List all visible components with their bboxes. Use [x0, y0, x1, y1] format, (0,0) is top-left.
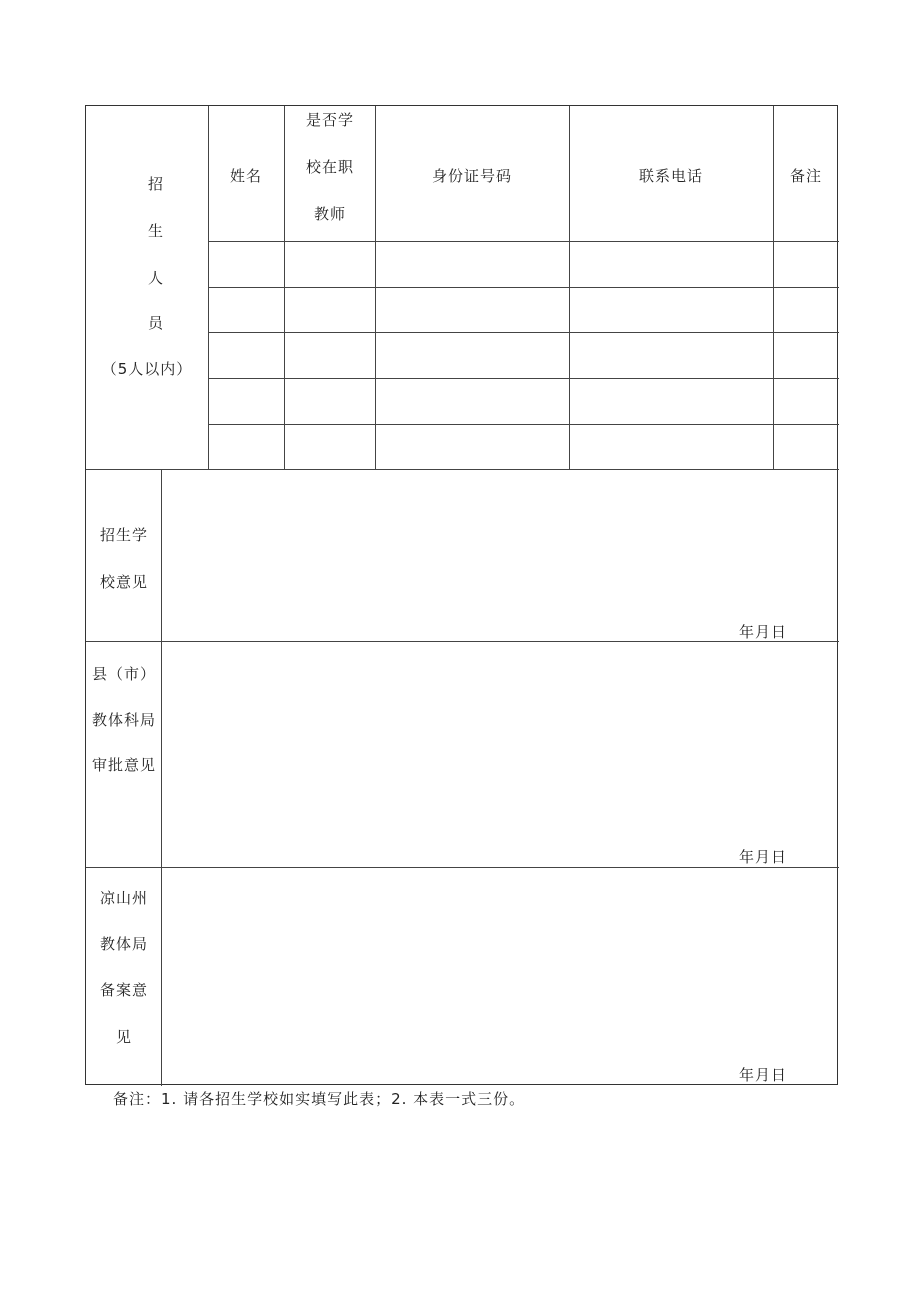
- staff-row-3-phone[interactable]: [570, 333, 773, 378]
- staff-row-3-teacher[interactable]: [285, 333, 375, 378]
- staff-row-5-phone[interactable]: [570, 425, 773, 469]
- staff-row-1-id[interactable]: [376, 242, 569, 287]
- staff-row-4-name[interactable]: [209, 379, 284, 424]
- header-is-teacher: 是否学: [305, 111, 355, 129]
- staff-row-1-remark[interactable]: [774, 242, 837, 287]
- header-is-teacher: 教师: [313, 205, 347, 223]
- county-opinion-date: 年月日: [739, 848, 788, 866]
- staff-label-char: 人: [147, 269, 165, 287]
- staff-row-1-phone[interactable]: [570, 242, 773, 287]
- county-opinion-label: 审批意见: [91, 756, 157, 774]
- staff-label-char: 员: [147, 314, 165, 332]
- staff-row-2-name[interactable]: [209, 288, 284, 332]
- prefecture-opinion-label: 见: [115, 1028, 133, 1046]
- school-opinion-field[interactable]: [162, 470, 837, 641]
- enrollment-form: [85, 105, 838, 1085]
- staff-row-2-id[interactable]: [376, 288, 569, 332]
- county-opinion-label: 县（市）: [91, 665, 157, 683]
- header-phone: 联系电话: [638, 167, 704, 185]
- staff-row-5-id[interactable]: [376, 425, 569, 469]
- staff-label-char: 招: [147, 175, 165, 193]
- staff-row-3-name[interactable]: [209, 333, 284, 378]
- staff-row-4-remark[interactable]: [774, 379, 837, 424]
- staff-row-2-teacher[interactable]: [285, 288, 375, 332]
- staff-row-3-id[interactable]: [376, 333, 569, 378]
- staff-limit-note: （5人以内）: [101, 360, 193, 378]
- prefecture-opinion-label: 凉山州: [99, 889, 149, 907]
- school-opinion-date: 年月日: [739, 623, 788, 641]
- staff-row-3-remark[interactable]: [774, 333, 837, 378]
- staff-row-2-remark[interactable]: [774, 288, 837, 332]
- header-id-number: 身份证号码: [431, 167, 513, 185]
- header-name: 姓名: [229, 167, 263, 185]
- county-opinion-field[interactable]: [162, 642, 837, 867]
- staff-row-2-phone[interactable]: [570, 288, 773, 332]
- prefecture-opinion-date: 年月日: [739, 1066, 788, 1084]
- footnote: 备注：1. 请各招生学校如实填写此表；2. 本表一式三份。: [113, 1090, 526, 1108]
- staff-row-1-name[interactable]: [209, 242, 284, 287]
- staff-row-4-id[interactable]: [376, 379, 569, 424]
- staff-label-char: 生: [147, 222, 165, 240]
- header-is-teacher: 校在职: [305, 158, 355, 176]
- staff-row-1-teacher[interactable]: [285, 242, 375, 287]
- school-opinion-label: 招生学: [99, 526, 149, 544]
- header-remark: 备注: [789, 167, 823, 185]
- prefecture-opinion-label: 备案意: [99, 981, 149, 999]
- county-opinion-label: 教体科局: [91, 711, 157, 729]
- staff-row-5-remark[interactable]: [774, 425, 837, 469]
- staff-row-4-phone[interactable]: [570, 379, 773, 424]
- prefecture-opinion-label: 教体局: [99, 935, 149, 953]
- staff-row-5-name[interactable]: [209, 425, 284, 469]
- school-opinion-label: 校意见: [99, 573, 149, 591]
- staff-row-5-teacher[interactable]: [285, 425, 375, 469]
- prefecture-opinion-field[interactable]: [162, 868, 837, 1084]
- staff-row-4-teacher[interactable]: [285, 379, 375, 424]
